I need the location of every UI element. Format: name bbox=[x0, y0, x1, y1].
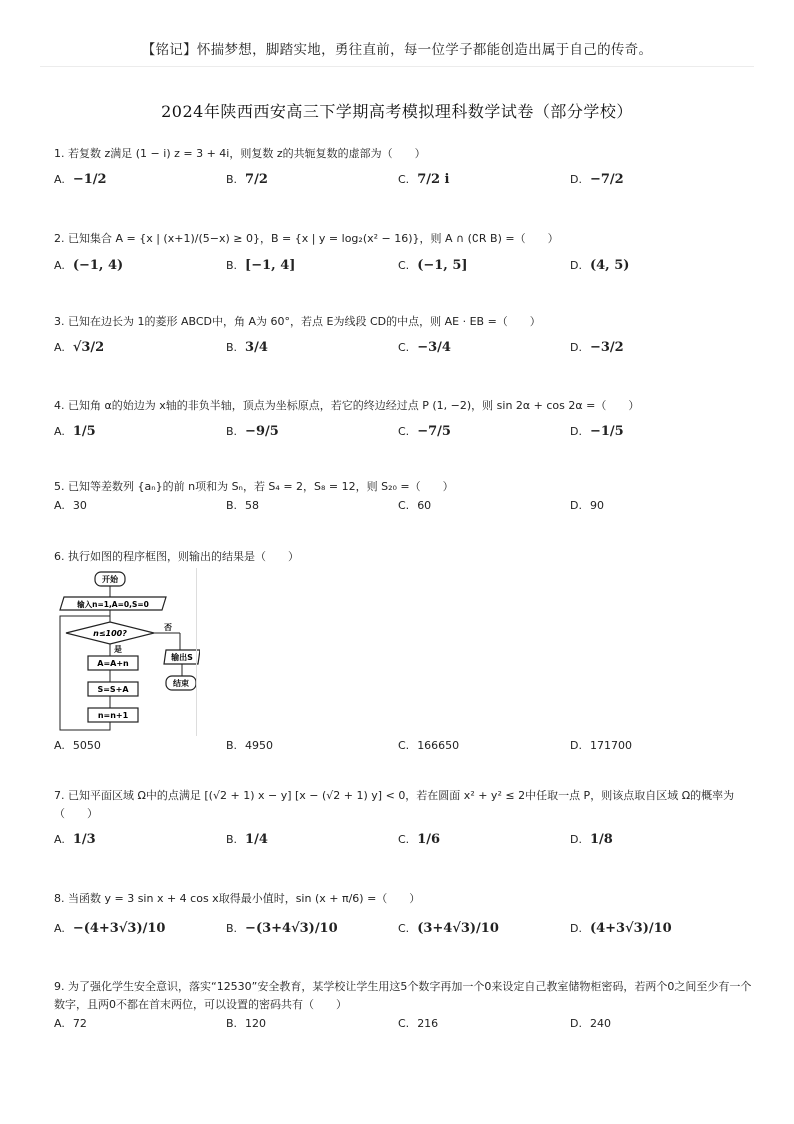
flowchart-step-s bbox=[88, 682, 138, 696]
question-stem: 4. 已知角 α的始边为 x轴的非负半轴，顶点为坐标原点，若它的终边经过点 P (1, −2)，则 sin 2α + cos 2α =（ ） bbox=[54, 399, 640, 412]
option-value: 240 bbox=[589, 1017, 611, 1030]
options bbox=[54, 736, 754, 756]
svg-text:n=n+1: n=n+1 bbox=[97, 711, 129, 720]
option-d: D. 90 bbox=[570, 496, 604, 516]
option-value: 120 bbox=[245, 1017, 267, 1030]
option-b: B. [−1, 4] bbox=[226, 258, 296, 273]
options bbox=[54, 256, 754, 276]
question-stem: 2. 已知集合 A = {x | (x+1)/(5−x) ≥ 0}，B = {x | y = log₂(x² − 16)}，则 A ∩ (∁R B) =（ ） bbox=[54, 232, 559, 245]
option-value: [−1, 4] bbox=[245, 258, 296, 273]
question-4 bbox=[54, 397, 754, 449]
flowchart-input bbox=[60, 597, 166, 610]
flowchart-output bbox=[164, 650, 200, 664]
option-d: D. (4, 5) bbox=[570, 258, 630, 273]
option-b: B. 120 bbox=[226, 1014, 266, 1034]
option-d: D. −1/5 bbox=[570, 424, 624, 439]
option-b: B. 1/4 bbox=[226, 832, 268, 847]
option-value: −1/2 bbox=[72, 172, 107, 187]
question-stem: 6. 执行如图的程序框图，则输出的结果是（ ） bbox=[54, 550, 299, 563]
option-value: 58 bbox=[245, 499, 260, 512]
flowchart-step-a bbox=[88, 656, 138, 670]
option-value: 1/8 bbox=[589, 832, 613, 847]
question-2 bbox=[54, 230, 754, 276]
flowchart-start bbox=[95, 572, 125, 586]
option-value: 5050 bbox=[72, 739, 101, 752]
option-value: −(4+3√3)/10 bbox=[72, 921, 166, 936]
option-value: 4950 bbox=[245, 739, 274, 752]
question-stem: 9. 为了强化学生安全意识，落实“12530”安全教育，某学校让学生用这5个数字再加一个0来设定自己教室储物柜密码，若两个0之间至少有一个数字，且两0不都在首末两位，可以设置的密码共有（ ） bbox=[54, 980, 752, 1011]
option-value: 171700 bbox=[589, 739, 632, 752]
option-value: 1/5 bbox=[72, 424, 96, 439]
option-b: B. 3/4 bbox=[226, 340, 268, 355]
svg-text:S=S+A: S=S+A bbox=[97, 685, 129, 694]
option-a: A. √3/2 bbox=[54, 340, 105, 355]
header-divider bbox=[40, 66, 754, 67]
option-d: D. 240 bbox=[570, 1014, 611, 1034]
option-value: (4+3√3)/10 bbox=[589, 921, 672, 936]
page-title: 2024年陕西西安高三下学期高考模拟理科数学试卷（部分学校） bbox=[161, 102, 633, 121]
option-d: D. 171700 bbox=[570, 736, 632, 756]
question-6 bbox=[54, 548, 754, 566]
option-value: −3/4 bbox=[417, 340, 451, 355]
option-a: A. −(4+3√3)/10 bbox=[54, 921, 166, 936]
question-5 bbox=[54, 478, 754, 516]
svg-text:A=A+n: A=A+n bbox=[97, 659, 129, 668]
flowchart-end bbox=[166, 676, 196, 690]
options bbox=[54, 912, 754, 946]
svg-text:输出S: 输出S bbox=[171, 653, 193, 662]
svg-text:n≤100?: n≤100? bbox=[93, 629, 127, 638]
option-b: B. −9/5 bbox=[226, 424, 279, 439]
question-stem: 5. 已知等差数列 {aₙ}的前 n项和为 Sₙ，若 S₄ = 2，S₈ = 12，则 S₂₀ =（ ） bbox=[54, 480, 454, 493]
option-b: B. 4950 bbox=[226, 736, 273, 756]
option-b: B. −(3+4√3)/10 bbox=[226, 921, 338, 936]
figure-divider bbox=[196, 568, 197, 736]
option-value: −1/5 bbox=[589, 424, 624, 439]
question-stem: 1. 若复数 z满足 (1 − i) z = 3 + 4i，则复数 z的共轭复数的虚部为（ ） bbox=[54, 147, 426, 160]
flowchart-no: 否 bbox=[164, 623, 172, 632]
options bbox=[54, 1014, 754, 1034]
motto-banner: 【铭记】怀揣梦想，脚踏实地，勇往直前，每一位学子都能创造出属于自己的传奇。 bbox=[141, 42, 653, 58]
option-b: B. 7/2 bbox=[226, 172, 268, 187]
option-value: 1/4 bbox=[245, 832, 268, 847]
question-8 bbox=[54, 890, 754, 946]
option-d: D. −3/2 bbox=[570, 340, 624, 355]
option-value: −9/5 bbox=[245, 424, 279, 439]
option-value: 90 bbox=[589, 499, 604, 512]
option-value: √3/2 bbox=[72, 340, 105, 355]
question-6-options bbox=[54, 736, 754, 756]
option-value: −7/2 bbox=[589, 172, 624, 187]
option-c: C. (−1, 5] bbox=[398, 258, 468, 273]
option-c: C. −3/4 bbox=[398, 340, 451, 355]
option-value: 7/2 bbox=[245, 172, 268, 187]
option-c: C. 60 bbox=[398, 496, 431, 516]
option-value: 166650 bbox=[417, 739, 460, 752]
option-b: B. 58 bbox=[226, 496, 259, 516]
flowchart-condition bbox=[66, 622, 154, 644]
option-a: A. 1/3 bbox=[54, 832, 96, 847]
options bbox=[54, 331, 754, 365]
program-flowchart bbox=[58, 568, 200, 736]
svg-text:输入n=1,A=0,S=0: 输入n=1,A=0,S=0 bbox=[77, 600, 149, 609]
option-value: 216 bbox=[417, 1017, 439, 1030]
question-1 bbox=[54, 145, 754, 197]
option-value: 1/6 bbox=[417, 832, 441, 847]
option-c: C. 7/2 i bbox=[398, 172, 450, 187]
question-7 bbox=[54, 787, 754, 857]
option-a: A. (−1, 4) bbox=[54, 258, 124, 273]
option-c: C. 216 bbox=[398, 1014, 438, 1034]
options bbox=[54, 163, 754, 197]
option-d: D. −7/2 bbox=[570, 172, 624, 187]
option-value: −3/2 bbox=[589, 340, 624, 355]
option-value: −(3+4√3)/10 bbox=[245, 921, 338, 936]
option-value: 7/2 i bbox=[417, 172, 450, 187]
question-9 bbox=[54, 978, 754, 1034]
options bbox=[54, 496, 754, 516]
option-a: A. 5050 bbox=[54, 736, 101, 756]
option-c: C. 166650 bbox=[398, 736, 459, 756]
option-value: −7/5 bbox=[417, 424, 451, 439]
option-value: (3+4√3)/10 bbox=[417, 921, 499, 936]
option-c: C. −7/5 bbox=[398, 424, 451, 439]
option-value: 3/4 bbox=[245, 340, 268, 355]
question-stem: 8. 当函数 y = 3 sin x + 4 cos x取得最小值时，sin (x + π/6) =（ ） bbox=[54, 892, 421, 905]
option-a: A. 1/5 bbox=[54, 424, 96, 439]
option-d: D. (4+3√3)/10 bbox=[570, 921, 672, 936]
option-c: C. 1/6 bbox=[398, 832, 441, 847]
svg-text:开始: 开始 bbox=[102, 575, 118, 584]
option-a: A. −1/2 bbox=[54, 172, 107, 187]
options bbox=[54, 415, 754, 449]
option-value: (−1, 5] bbox=[417, 258, 468, 273]
option-value: (−1, 4) bbox=[72, 258, 124, 273]
question-3 bbox=[54, 313, 754, 365]
question-stem: 7. 已知平面区域 Ω中的点满足 [(√2 + 1) x − y] [x − (√2 + 1) y] < 0，若在圆面 x² + y² ≤ 2中任取一点 P，则该点取自区域 Ω的概率为（ ） bbox=[54, 789, 735, 820]
option-value: 72 bbox=[72, 1017, 87, 1030]
option-value: 1/3 bbox=[72, 832, 96, 847]
question-stem: 3. 已知在边长为 1的菱形 ABCD中，角 A为 60°，若点 E为线段 CD的中点，则 AE · EB =（ ） bbox=[54, 315, 541, 328]
option-a: A. 72 bbox=[54, 1014, 87, 1034]
svg-text:结束: 结束 bbox=[173, 679, 189, 688]
option-a: A. 30 bbox=[54, 496, 87, 516]
flowchart-step-n bbox=[88, 708, 138, 722]
flowchart-yes: 是 bbox=[114, 645, 122, 654]
option-value: (4, 5) bbox=[589, 258, 630, 273]
option-c: C. (3+4√3)/10 bbox=[398, 921, 499, 936]
option-value: 60 bbox=[417, 499, 432, 512]
option-value: 30 bbox=[72, 499, 87, 512]
options bbox=[54, 823, 754, 857]
option-d: D. 1/8 bbox=[570, 832, 613, 847]
